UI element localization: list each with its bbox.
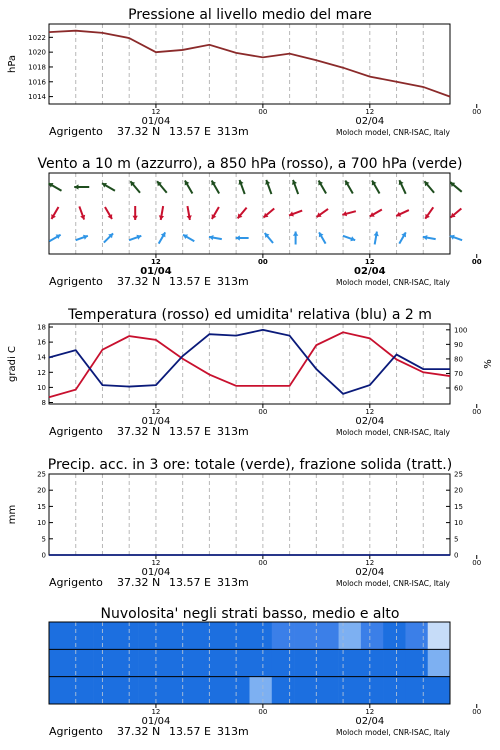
y-right-tick-label-4: 20	[454, 486, 463, 495]
y-tick-label-0: 8	[41, 398, 46, 407]
wind-700-arrow-6	[211, 181, 219, 194]
wind-700-arrow-9	[292, 180, 298, 194]
location-lat: 37.32 N	[117, 576, 161, 589]
x-tick-label-1: 00	[258, 108, 268, 116]
x-tick-label-3: 00	[471, 258, 482, 266]
cloud-cell-medio-1	[71, 649, 94, 676]
x-tick-label-3: 00	[472, 559, 482, 567]
model-credit: Moloch model, CNR-ISAC, Italy	[336, 428, 450, 437]
wind-10m-arrow-2	[104, 233, 113, 242]
cloud-cell-alto-12	[316, 622, 339, 649]
y-right-tick-label-5: 25	[454, 470, 463, 479]
cloud-cell-basso-8	[227, 677, 250, 704]
y-tick-label-3: 15	[37, 502, 46, 511]
cloud-cell-medio-0	[49, 649, 72, 676]
wind-10m-arrow-9	[293, 232, 298, 245]
location-name: Agrigento	[49, 125, 103, 138]
y-right-tick-label-2: 10	[454, 519, 463, 528]
temp-humidity-panel	[7, 307, 494, 438]
temp-humidity-title: Temperatura (rosso) ed umidita' relativa (blu) a 2 m	[68, 307, 432, 323]
cloud-cell-medio-10	[272, 649, 295, 676]
wind-850-arrow-14	[425, 207, 433, 218]
model-credit: Moloch model, CNR-ISAC, Italy	[336, 128, 450, 137]
wind-10m-arrow-15	[450, 235, 462, 241]
y-right-tick-label-1: 70	[454, 369, 463, 378]
x-tick-label-3: 00	[472, 708, 482, 716]
wind-700-arrow-0	[49, 183, 62, 191]
wind-10m-arrow-8	[265, 233, 273, 243]
cloud-cell-medio-2	[94, 649, 117, 676]
cloud-cell-medio-8	[227, 649, 250, 676]
wind-850-arrow-0	[51, 207, 58, 219]
wind-850-arrow-15	[451, 209, 462, 218]
location-lat: 37.32 N	[117, 125, 161, 138]
location-elev: 313m	[217, 725, 249, 738]
location-lon: 13.57 E	[169, 125, 211, 138]
cloud-cell-medio-6	[183, 649, 206, 676]
location-name: Agrigento	[49, 725, 103, 738]
cloud-cell-basso-3	[116, 677, 139, 704]
cloud-cell-alto-1	[71, 622, 94, 649]
date-label-0: 01/04	[141, 716, 171, 727]
y-right-tick-label-0: 0	[454, 551, 459, 560]
wind-850-arrow-4	[159, 206, 164, 220]
cloud-cell-basso-1	[71, 677, 94, 704]
x-tick-label-1: 00	[257, 258, 268, 266]
wind-850-arrow-8	[264, 209, 275, 218]
wind-10m-arrow-12	[374, 232, 379, 245]
y-tick-label-2: 12	[37, 368, 46, 377]
cloud-cell-alto-14	[361, 622, 384, 649]
cloud-cell-medio-14	[361, 649, 384, 676]
x-tick-label-1: 00	[258, 559, 268, 567]
wind-700-arrow-10	[318, 181, 326, 194]
cloud-cell-alto-4	[138, 622, 161, 649]
cloud-title: Nuvolosita' negli strati basso, medio e alto	[100, 606, 400, 622]
cloud-cell-basso-4	[138, 677, 161, 704]
x-tick-label-0: 12	[151, 108, 161, 116]
cloud-cell-alto-13	[339, 622, 362, 649]
cloud-cell-basso-5	[160, 677, 183, 704]
y-axis-label: mm	[7, 504, 18, 525]
location-name: Agrigento	[49, 275, 103, 288]
plot-frame	[49, 24, 450, 104]
wind-10m-arrow-13	[399, 232, 406, 243]
y-axis-label: hPa	[7, 54, 18, 74]
x-tick-label-0: 12	[151, 559, 161, 567]
model-credit: Moloch model, CNR-ISAC, Italy	[336, 278, 450, 287]
cloud-cell-alto-15	[383, 622, 406, 649]
date-label-1: 02/04	[355, 416, 385, 427]
wind-10m-arrow-14	[423, 235, 436, 240]
wind-700-arrow-11	[345, 181, 353, 194]
y-tick-label-4: 20	[37, 486, 46, 495]
y-right-tick-label-3: 90	[454, 340, 463, 349]
cloud-cell-alto-10	[272, 622, 295, 649]
cloud-cell-medio-5	[160, 649, 183, 676]
x-tick-label-0: 12	[151, 408, 161, 416]
y-tick-label-1: 10	[37, 383, 46, 392]
cloud-cell-basso-7	[205, 677, 228, 704]
cloud-cell-alto-11	[294, 622, 317, 649]
wind-700-arrow-8	[265, 180, 271, 194]
location-name: Agrigento	[49, 576, 103, 589]
x-tick-label-2: 12	[364, 258, 375, 266]
pressure-line	[49, 31, 450, 97]
location-elev: 313m	[217, 125, 249, 138]
x-tick-label-3: 00	[472, 408, 482, 416]
cloud-cell-alto-9	[250, 622, 273, 649]
y-tick-label-0: 0	[41, 551, 46, 560]
y-right-tick-label-2: 80	[454, 355, 463, 364]
x-tick-label-1: 00	[258, 408, 268, 416]
wind-title: Vento a 10 m (azzurro), a 850 hPa (rosso), a 700 hPa (verde)	[37, 156, 463, 172]
cloud-cell-medio-17	[428, 649, 451, 676]
y-right-tick-label-4: 100	[454, 326, 468, 335]
cloud-cell-medio-9	[250, 649, 273, 676]
y-axis-label: gradi C	[7, 346, 18, 382]
wind-10m-arrow-7	[236, 235, 249, 240]
cloud-cell-alto-17	[428, 622, 451, 649]
wind-850-arrow-7	[238, 208, 247, 219]
date-label-1: 02/04	[355, 567, 385, 578]
cloud-cell-medio-12	[316, 649, 339, 676]
cloud-panel	[49, 606, 481, 738]
x-tick-label-2: 12	[365, 108, 375, 116]
wind-700-arrow-12	[372, 181, 380, 194]
y-right-tick-label-1: 5	[454, 535, 459, 544]
pressure-title: Pressione al livello medio del mare	[128, 7, 372, 23]
location-lat: 37.32 N	[117, 425, 161, 438]
wind-700-arrow-2	[102, 183, 115, 191]
location-lon: 13.57 E	[169, 425, 211, 438]
location-lat: 37.32 N	[117, 275, 161, 288]
precip-title: Precip. acc. in 3 ore: totale (verde), frazione solida (tratt.)	[47, 457, 453, 473]
wind-10m-arrow-5	[183, 235, 194, 242]
wind-700-arrow-4	[157, 181, 167, 192]
wind-850-arrow-13	[396, 210, 409, 217]
cloud-cell-alto-5	[160, 622, 183, 649]
cloud-cell-basso-2	[94, 677, 117, 704]
x-tick-label-2: 12	[365, 559, 375, 567]
cloud-cell-basso-17	[428, 677, 451, 704]
wind-700-arrow-13	[399, 180, 406, 194]
y-tick-label-3: 1020	[28, 48, 46, 57]
model-credit: Moloch model, CNR-ISAC, Italy	[336, 728, 450, 737]
x-tick-label-0: 12	[151, 258, 161, 266]
wind-850-arrow-6	[212, 207, 219, 219]
cloud-cell-basso-10	[272, 677, 295, 704]
y-tick-label-3: 14	[37, 353, 46, 362]
cloud-cell-basso-12	[316, 677, 339, 704]
y-tick-label-4: 16	[37, 338, 46, 347]
temperature-line	[49, 332, 450, 397]
y-tick-label-1: 1016	[28, 78, 46, 87]
humidity-line	[49, 330, 450, 394]
model-credit: Moloch model, CNR-ISAC, Italy	[336, 579, 450, 588]
y-tick-label-0: 1014	[28, 93, 46, 102]
plot-frame	[49, 324, 450, 404]
wind-850-arrow-5	[187, 206, 192, 220]
cloud-cell-basso-14	[361, 677, 384, 704]
date-label-0: 01/04	[141, 416, 171, 427]
location-elev: 313m	[217, 425, 249, 438]
wind-700-arrow-3	[130, 181, 140, 192]
date-label-1: 02/04	[355, 116, 385, 127]
cloud-cell-medio-15	[383, 649, 406, 676]
wind-panel	[37, 156, 481, 288]
location-elev: 313m	[217, 576, 249, 589]
wind-700-arrow-5	[185, 181, 193, 194]
cloud-cell-basso-6	[183, 677, 206, 704]
location-lat: 37.32 N	[117, 725, 161, 738]
wind-850-arrow-9	[289, 211, 302, 217]
cloud-cell-medio-13	[339, 649, 362, 676]
wind-10m-arrow-1	[76, 235, 88, 241]
location-lon: 13.57 E	[169, 576, 211, 589]
cloud-cell-basso-15	[383, 677, 406, 704]
cloud-cell-alto-3	[116, 622, 139, 649]
y-right-tick-label-3: 15	[454, 502, 463, 511]
location-lon: 13.57 E	[169, 725, 211, 738]
precip-panel	[7, 457, 481, 589]
wind-10m-arrow-6	[209, 235, 222, 240]
y-right-tick-label-0: 60	[454, 384, 463, 393]
wind-700-arrow-7	[238, 180, 244, 194]
plot-frame	[49, 474, 450, 555]
cloud-cell-medio-3	[116, 649, 139, 676]
cloud-cell-alto-0	[49, 622, 72, 649]
x-tick-label-2: 12	[365, 708, 375, 716]
wind-700-arrow-1	[74, 184, 89, 189]
x-tick-label-2: 12	[365, 408, 375, 416]
x-tick-label-3: 00	[472, 108, 482, 116]
y-tick-label-4: 1022	[28, 33, 46, 42]
y-tick-label-5: 18	[37, 323, 46, 332]
cloud-cell-medio-16	[405, 649, 428, 676]
location-elev: 313m	[217, 275, 249, 288]
cloud-cell-basso-0	[49, 677, 72, 704]
wind-10m-arrow-10	[319, 232, 326, 243]
y-tick-label-2: 1018	[28, 63, 46, 72]
cloud-cell-basso-13	[339, 677, 362, 704]
cloud-cell-basso-16	[405, 677, 428, 704]
cloud-cell-medio-7	[205, 649, 228, 676]
wind-10m-arrow-3	[129, 235, 141, 241]
y-tick-label-5: 25	[37, 470, 46, 479]
location-lon: 13.57 E	[169, 275, 211, 288]
wind-850-arrow-11	[342, 211, 356, 216]
cloud-cell-medio-11	[294, 649, 317, 676]
wind-10m-arrow-0	[49, 235, 60, 242]
cloud-cell-alto-7	[205, 622, 228, 649]
wind-850-arrow-3	[133, 206, 138, 220]
wind-10m-arrow-11	[343, 236, 355, 242]
date-label-1: 02/04	[355, 716, 385, 727]
date-label-0: 01/04	[141, 116, 171, 127]
y-tick-label-1: 5	[41, 535, 46, 544]
date-label-0: 01/04	[140, 266, 172, 277]
pressure-panel	[7, 7, 481, 138]
date-label-0: 01/04	[141, 567, 171, 578]
cloud-cell-alto-2	[94, 622, 117, 649]
cloud-cell-alto-16	[405, 622, 428, 649]
y-right-axis-label: %	[483, 359, 494, 369]
x-tick-label-0: 12	[151, 708, 161, 716]
wind-10m-arrow-4	[159, 232, 166, 243]
wind-850-arrow-12	[370, 210, 382, 217]
cloud-cell-medio-4	[138, 649, 161, 676]
location-name: Agrigento	[49, 425, 103, 438]
cloud-cell-alto-6	[183, 622, 206, 649]
cloud-cell-alto-8	[227, 622, 250, 649]
wind-850-arrow-10	[317, 209, 328, 217]
y-tick-label-2: 10	[37, 519, 46, 528]
wind-850-arrow-2	[105, 207, 112, 219]
wind-700-arrow-14	[424, 181, 434, 192]
wind-850-arrow-1	[79, 206, 85, 219]
x-tick-label-1: 00	[258, 708, 268, 716]
cloud-cell-basso-9	[250, 677, 273, 704]
cloud-cell-basso-11	[294, 677, 317, 704]
wind-700-arrow-15	[450, 182, 461, 192]
date-label-1: 02/04	[354, 266, 386, 277]
